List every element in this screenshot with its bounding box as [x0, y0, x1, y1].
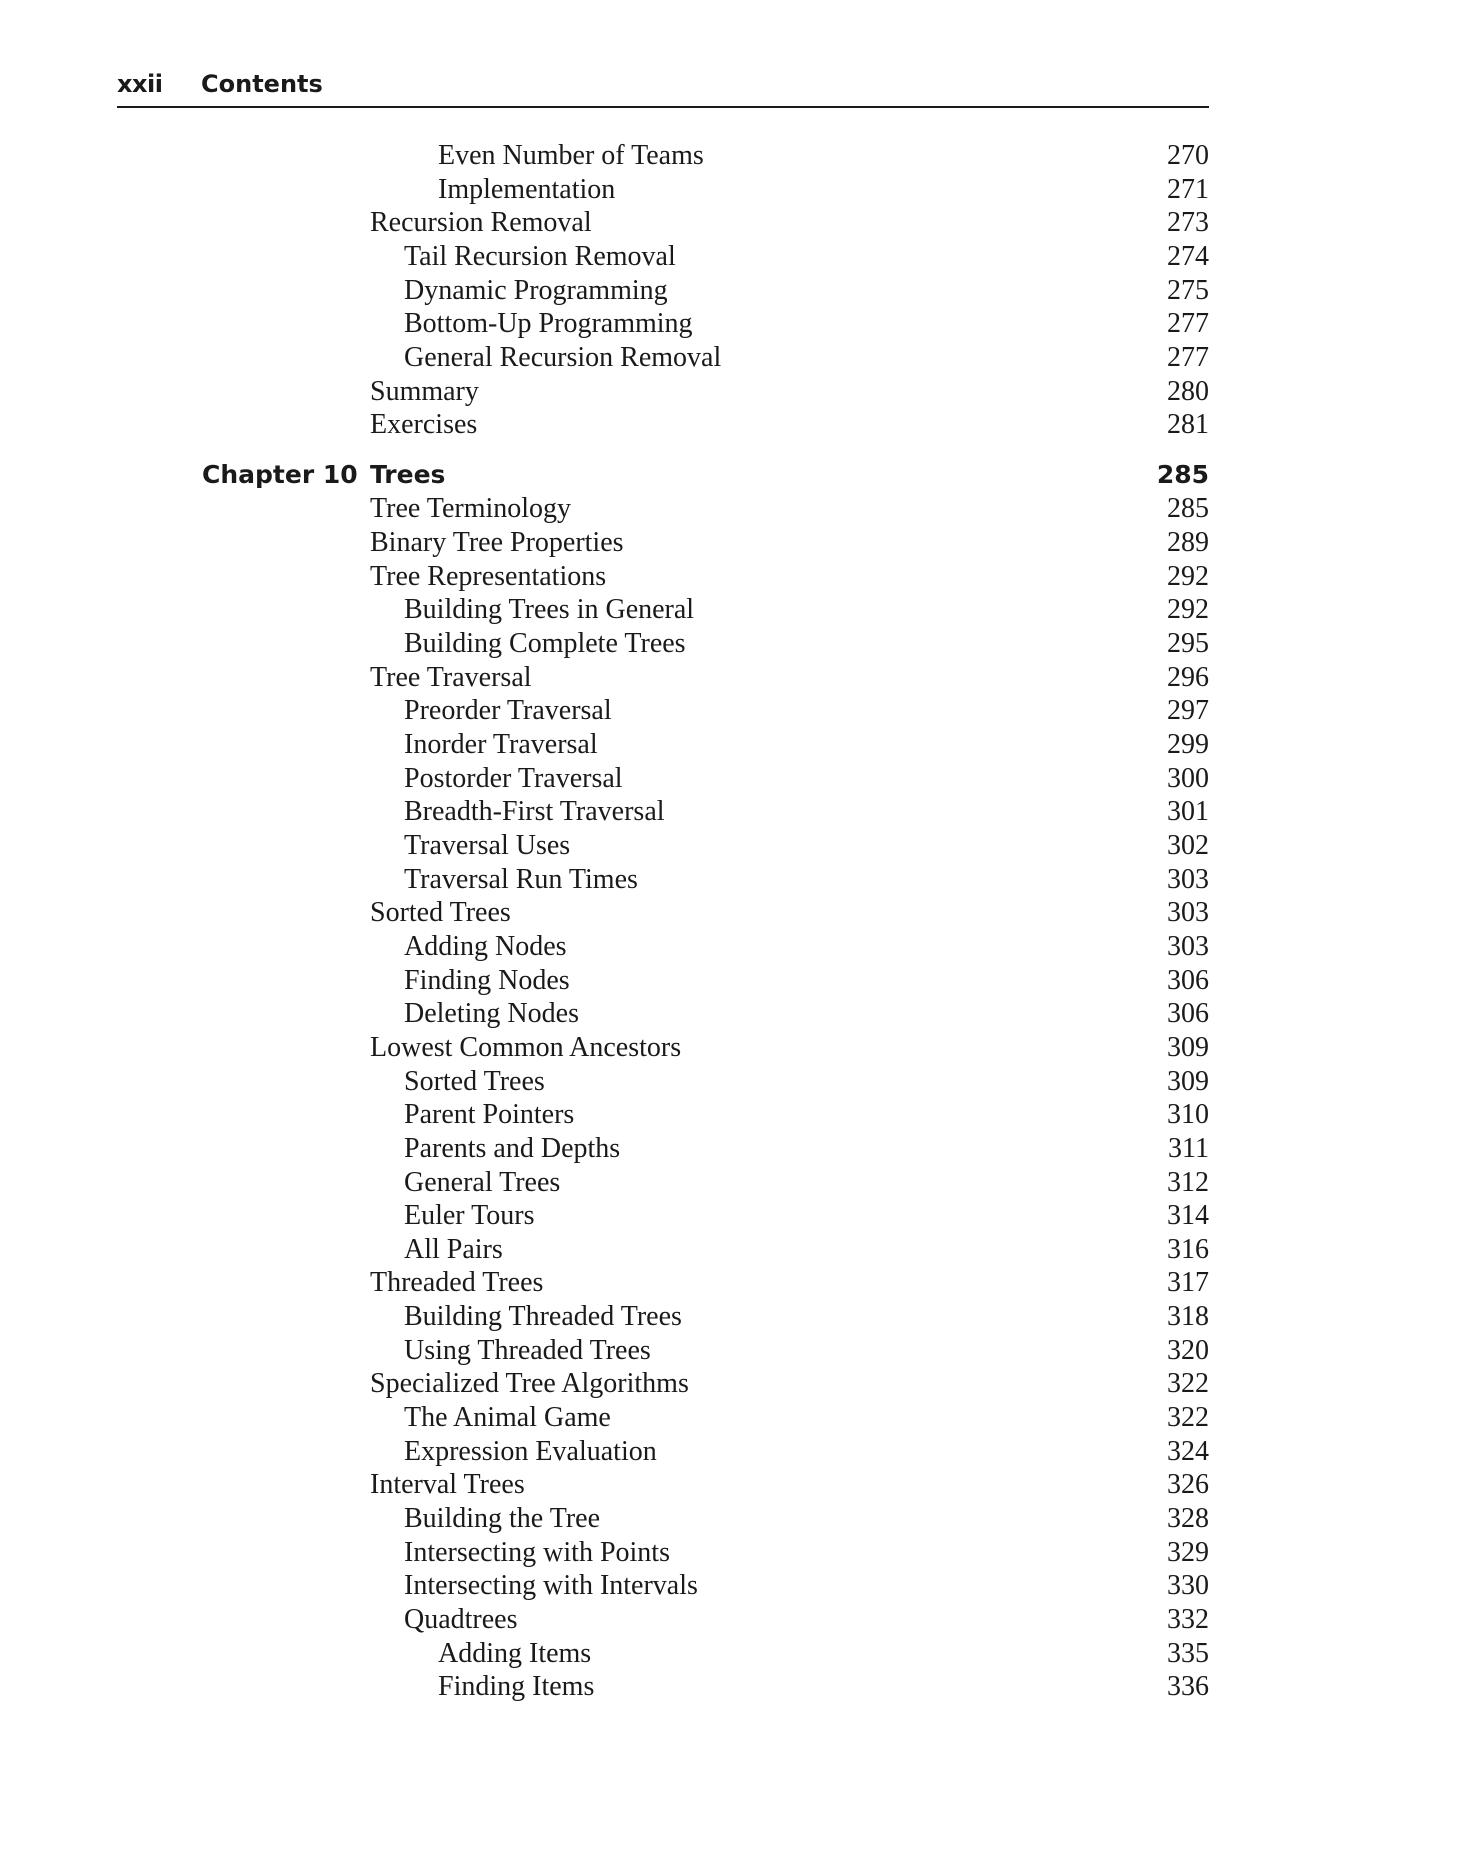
toc-entry-title: Recursion Removal	[370, 207, 592, 238]
toc-entry-title: Interval Trees	[370, 1469, 525, 1500]
toc-entry-page: 277	[1167, 308, 1209, 339]
toc-entry-title: Specialized Tree Algorithms	[370, 1368, 689, 1399]
toc-entry	[0, 274, 1475, 308]
toc-entry-page: 271	[1167, 174, 1209, 205]
toc-entry	[0, 964, 1475, 998]
toc-entry	[0, 1132, 1475, 1166]
toc-entry-title: Building Complete Trees	[404, 628, 686, 659]
toc-entry-page: 292	[1167, 594, 1209, 625]
toc-entry-title: Dynamic Programming	[404, 275, 668, 306]
toc-entry-page: 297	[1167, 695, 1209, 726]
toc-entry-title: Trees	[370, 460, 446, 489]
toc-entry	[0, 762, 1475, 796]
toc-entry-page: 335	[1167, 1638, 1209, 1669]
toc-entry	[0, 829, 1475, 863]
toc-entry	[0, 1065, 1475, 1099]
toc-entry-title: Expression Evaluation	[404, 1436, 657, 1467]
toc-entry-page: 318	[1167, 1301, 1209, 1332]
toc-entry-title: Using Threaded Trees	[404, 1335, 651, 1366]
toc-entry-title: Sorted Trees	[370, 897, 511, 928]
toc-entry-title: All Pairs	[404, 1234, 503, 1265]
toc-entry-title: Traversal Uses	[404, 830, 571, 861]
toc-entry-title: Tree Terminology	[370, 493, 572, 524]
toc-entry	[0, 307, 1475, 341]
toc-entry	[0, 1435, 1475, 1469]
toc-entry-title: Adding Nodes	[404, 931, 567, 962]
toc-entry-page: 328	[1167, 1503, 1209, 1534]
toc-entry	[0, 1468, 1475, 1502]
toc-entry	[0, 896, 1475, 930]
running-title: Contents	[201, 70, 323, 98]
toc-entry-title: Intersecting with Points	[404, 1537, 670, 1568]
toc-entry	[0, 375, 1475, 409]
toc-entry-title: Even Number of Teams	[438, 140, 704, 171]
toc-entry	[0, 1603, 1475, 1637]
toc-entry	[0, 139, 1475, 173]
toc-entry	[0, 1334, 1475, 1368]
toc-entry-page: 270	[1167, 140, 1209, 171]
toc-entry-page: 306	[1167, 965, 1209, 996]
toc-entry-page: 289	[1167, 527, 1209, 558]
toc-entry	[0, 1199, 1475, 1233]
toc-entry	[0, 863, 1475, 897]
toc-entry-page: 285	[1167, 493, 1209, 524]
toc-entry-title: Finding Items	[438, 1671, 595, 1702]
toc-entry	[0, 408, 1475, 442]
toc-entry-page: 285	[1156, 460, 1209, 489]
toc-entry-title: Implementation	[438, 174, 616, 205]
toc-entry	[0, 1233, 1475, 1267]
toc-entry	[0, 593, 1475, 627]
toc-entry-title: Tree Representations	[370, 561, 607, 592]
toc-entry-title: Postorder Traversal	[404, 763, 623, 794]
toc-entry-title: Euler Tours	[404, 1200, 535, 1231]
toc-entry-title: The Animal Game	[404, 1402, 611, 1433]
toc-entry	[0, 492, 1475, 526]
toc-entry-page: 316	[1167, 1234, 1209, 1265]
toc-entry-page: 324	[1167, 1436, 1209, 1467]
toc-entry-page: 309	[1167, 1032, 1209, 1063]
toc-entry	[0, 728, 1475, 762]
toc-entry-page: 295	[1167, 628, 1209, 659]
toc-entry	[0, 1536, 1475, 1570]
toc-entry-page: 306	[1167, 998, 1209, 1029]
toc-entry	[0, 1569, 1475, 1603]
toc-entry-title: Parent Pointers	[404, 1099, 575, 1130]
toc-entry-title: Adding Items	[438, 1638, 592, 1669]
toc-entry-page: 310	[1167, 1099, 1209, 1130]
toc-entry-page: 300	[1167, 763, 1209, 794]
toc-entry	[0, 627, 1475, 661]
toc-entry	[0, 173, 1475, 207]
toc-chapter-label: Chapter 10	[202, 460, 358, 489]
toc-entry-title: Binary Tree Properties	[370, 527, 624, 558]
toc-entry	[0, 560, 1475, 594]
toc-entry-title: Preorder Traversal	[404, 695, 612, 726]
toc-entry-title: Traversal Run Times	[404, 864, 638, 895]
toc-entry-title: Sorted Trees	[404, 1066, 545, 1097]
toc-entry-page: 303	[1167, 897, 1209, 928]
toc-entry-title: Intersecting with Intervals	[404, 1570, 698, 1601]
toc-entry-page: 322	[1167, 1402, 1209, 1433]
page-header	[117, 66, 1209, 108]
toc-entry	[0, 1266, 1475, 1300]
toc-entry-title: Building Trees in General	[404, 594, 695, 625]
toc-entry-page: 330	[1167, 1570, 1209, 1601]
toc-entry-title: General Trees	[404, 1167, 561, 1198]
toc-entry	[0, 1367, 1475, 1401]
toc-entry	[0, 694, 1475, 728]
toc-entry-page: 336	[1167, 1671, 1209, 1702]
toc-entry-page: 303	[1167, 864, 1209, 895]
toc-entry-page: 273	[1167, 207, 1209, 238]
page-number: xxii	[117, 70, 163, 98]
toc-entry-page: 301	[1167, 796, 1209, 827]
toc-entry-title: Breadth-First Traversal	[404, 796, 665, 827]
toc-chapter-entry	[0, 458, 1475, 492]
toc-entry	[0, 341, 1475, 375]
toc-entry	[0, 795, 1475, 829]
toc-entry	[0, 1031, 1475, 1065]
toc-entry-page: 274	[1167, 241, 1209, 272]
toc-entry	[0, 997, 1475, 1031]
toc-entry	[0, 1166, 1475, 1200]
toc-entry-title: Building Threaded Trees	[404, 1301, 682, 1332]
toc-entry-title: Building the Tree	[404, 1503, 601, 1534]
toc-entry-page: 281	[1167, 409, 1209, 440]
toc-entry-page: 299	[1167, 729, 1209, 760]
toc-entry-title: Exercises	[370, 409, 478, 440]
toc-entry-page: 277	[1167, 342, 1209, 373]
toc-entry	[0, 206, 1475, 240]
toc-entry-page: 317	[1167, 1267, 1209, 1298]
toc-entry	[0, 1637, 1475, 1671]
toc-entry-page: 292	[1167, 561, 1209, 592]
toc-entry-title: Parents and Depths	[404, 1133, 621, 1164]
toc-entry-page: 329	[1167, 1537, 1209, 1568]
toc-entry-page: 302	[1167, 830, 1209, 861]
toc-entry	[0, 1502, 1475, 1536]
toc-entry-title: Finding Nodes	[404, 965, 570, 996]
toc-entry	[0, 1670, 1475, 1704]
toc-entry-page: 320	[1167, 1335, 1209, 1366]
toc-entry-page: 332	[1167, 1604, 1209, 1635]
toc-entry-title: Tree Traversal	[370, 662, 532, 693]
toc-entry	[0, 240, 1475, 274]
toc-entry-page: 326	[1167, 1469, 1209, 1500]
toc-entry	[0, 1098, 1475, 1132]
toc-entry-title: Tail Recursion Removal	[404, 241, 676, 272]
toc-entry-page: 311	[1168, 1133, 1209, 1164]
toc-entry-page: 312	[1167, 1167, 1209, 1198]
toc-entry-page: 303	[1167, 931, 1209, 962]
toc-entry-title: General Recursion Removal	[404, 342, 722, 373]
toc-entry-title: Deleting Nodes	[404, 998, 579, 1029]
toc-entry-page: 309	[1167, 1066, 1209, 1097]
toc-entry-page: 280	[1167, 376, 1209, 407]
toc-entry-title: Inorder Traversal	[404, 729, 598, 760]
toc-entry-page: 322	[1167, 1368, 1209, 1399]
toc-entry	[0, 1300, 1475, 1334]
toc-entry	[0, 1401, 1475, 1435]
toc-entry-title: Lowest Common Ancestors	[370, 1032, 682, 1063]
toc-entry-title: Bottom-Up Programming	[404, 308, 693, 339]
toc-entry-page: 296	[1167, 662, 1209, 693]
toc-entry-title: Quadtrees	[404, 1604, 518, 1635]
toc-entry	[0, 930, 1475, 964]
toc-entry	[0, 526, 1475, 560]
toc-entry	[0, 661, 1475, 695]
toc-entry-page: 275	[1167, 275, 1209, 306]
toc-entry-page: 314	[1167, 1200, 1209, 1231]
toc-entry-title: Summary	[370, 376, 479, 407]
toc-entry-title: Threaded Trees	[370, 1267, 544, 1298]
